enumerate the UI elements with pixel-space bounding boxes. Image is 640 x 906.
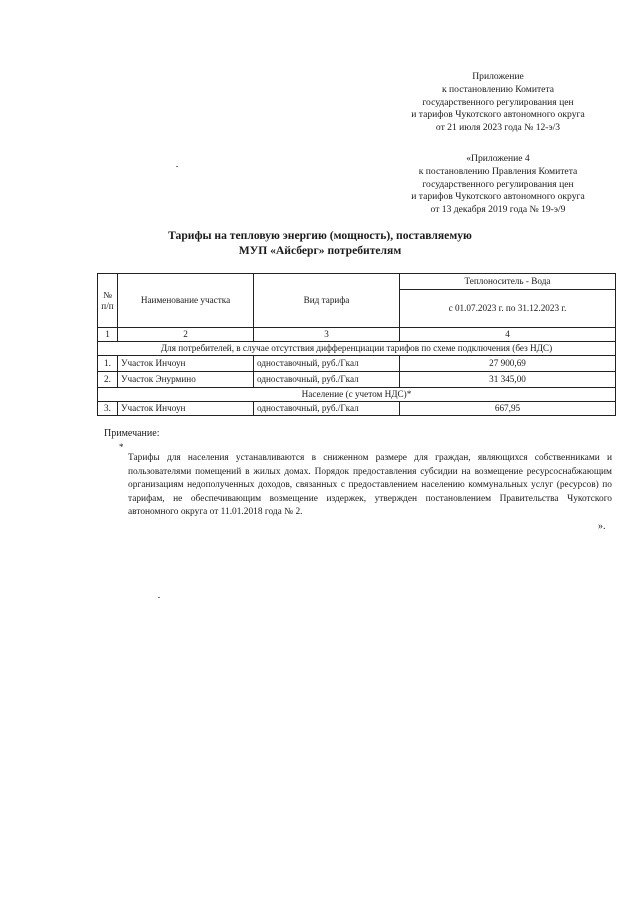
original-line: и тарифов Чукотского автономного округа: [411, 191, 585, 203]
original-attachment-header: [388, 153, 608, 217]
index-cell: 1: [98, 328, 118, 342]
document-title: [0, 229, 640, 258]
original-line: государственного регулирования цен: [422, 178, 574, 190]
original-line: «Приложение 4: [466, 153, 530, 164]
row-tariff-type: одноставочный, руб./Гкал: [254, 372, 400, 388]
row-section-name: Участок Энурмино: [118, 372, 254, 388]
original-line: от 13 декабря 2019 года № 19-э/9: [430, 204, 566, 216]
closing-quote: ».: [598, 521, 606, 532]
header-number: № п/п: [98, 274, 118, 328]
table-row: [98, 402, 616, 416]
attachment-line: государственного регулирования цен: [422, 96, 574, 108]
row-tariff-value: 31 345,00: [400, 372, 616, 388]
row-section-name: Участок Инчоун: [118, 402, 254, 416]
attachment-line: к постановлению Комитета: [441, 83, 555, 95]
note-label: Примечание:: [104, 428, 160, 439]
original-line: к постановлению Правления Комитета: [418, 165, 578, 177]
title-line-1: Тарифы на тепловую энергию (мощность), поставляемую: [168, 229, 472, 242]
index-cell: 2: [118, 328, 254, 342]
row-number: 2.: [98, 372, 118, 388]
attachment-line: от 21 июля 2023 года № 12-э/3: [435, 122, 561, 134]
footnote-star: *: [119, 442, 124, 452]
tariff-table: [97, 273, 616, 416]
row-section-name: Участок Инчоун: [118, 356, 254, 372]
header-section-name: Наименование участка: [118, 274, 254, 328]
section-title: Население (с учетом НДС)*: [98, 388, 616, 402]
attachment-line: Приложение: [472, 71, 524, 82]
row-tariff-type: одноставочный, руб./Гкал: [254, 402, 400, 416]
scan-speck: [158, 597, 160, 598]
scan-speck: [176, 166, 178, 167]
attachment-line: и тарифов Чукотского автономного округа: [411, 109, 585, 121]
header-period: с 01.07.2023 г. по 31.12.2023 г.: [400, 290, 616, 328]
row-tariff-value: 27 900,69: [400, 356, 616, 372]
table-row: [98, 372, 616, 388]
note-text: Тарифы для населения устанавливаются в сниженном размере для граждан, являющихся собственниками и пользователями помещений в жилых домах. Порядок предоставления субсидии на возмещение ресурсоснабжающим организациям недополученных доходов, связанных с предоставлением населению коммунальных услуг (ресурсов) по тарифам, не обеспечивающим возмещение издержек, утвержден постановлением Правительства Чукотского автономного округа от 11.01.2018 года № 2.: [128, 453, 612, 517]
table-row: [98, 356, 616, 372]
section-title: Для потребителей, в случае отсутствия дифференциации тарифов по схеме подключения (без НДС): [98, 342, 616, 356]
title-line-2: МУП «Айсберг» потребителям: [238, 243, 402, 257]
section-row: [98, 342, 616, 356]
table-header-row: [98, 274, 616, 290]
index-cell: 3: [254, 328, 400, 342]
row-tariff-value: 667,95: [400, 402, 616, 416]
index-cell: 4: [400, 328, 616, 342]
row-tariff-type: одноставочный, руб./Гкал: [254, 356, 400, 372]
column-index-row: [98, 328, 616, 342]
header-tariff-type: Вид тарифа: [254, 274, 400, 328]
row-number: 3.: [98, 402, 118, 416]
section-row: [98, 388, 616, 402]
row-number: 1.: [98, 356, 118, 372]
attachment-header: [388, 71, 608, 135]
header-heat-carrier: Теплоноситель - Вода: [400, 274, 616, 290]
